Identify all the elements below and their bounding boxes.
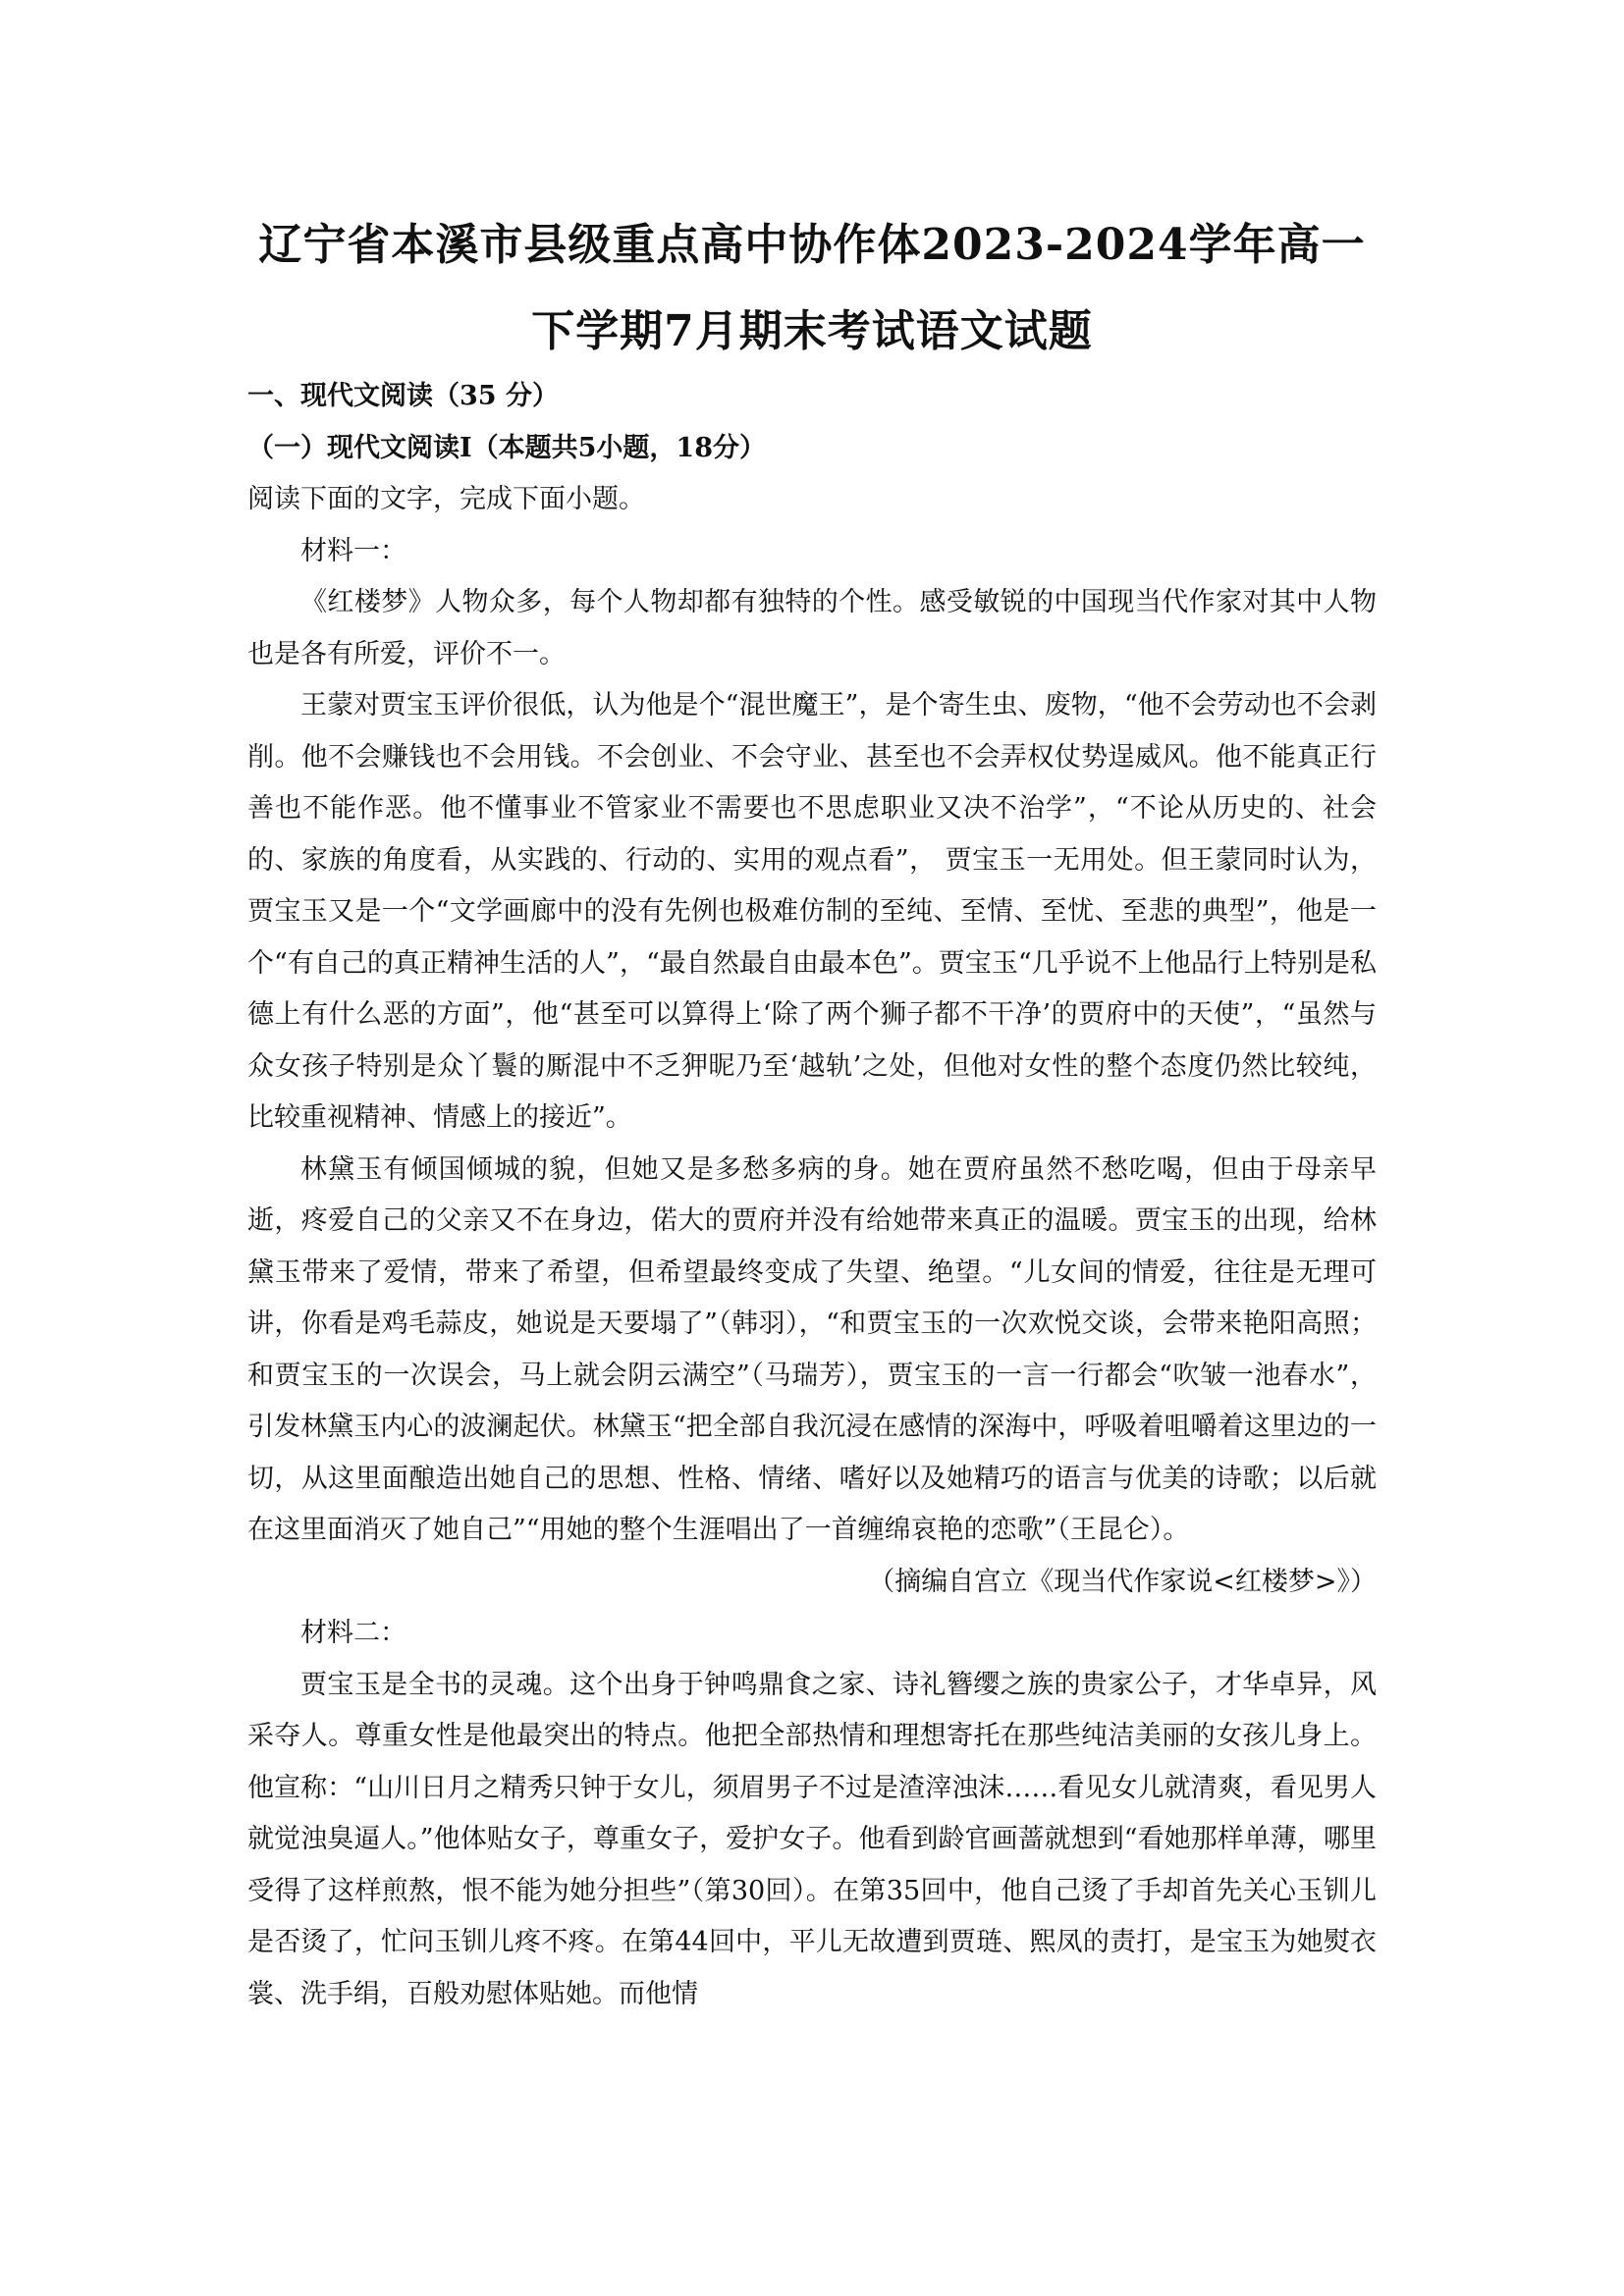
material-1-paragraph-2: 王蒙对贾宝玉评价很低，认为他是个“混世魔王”，是个寄生虫、废物，“他不会劳动也不会剥削。他不会赚钱也不会用钱。不会创业、不会守业、甚至也不会弄权仗势逞威风。他不能真正行善也不能作恶。他不懂事业不管家业不需要也不思虑职业又决不治学”，“不论从历史的、社会的、家族的角度看，从实践的、行动的、实用的观点看”， 贾宝玉一无用处。但王蒙同时认为，贾宝玉又是一个“文学画廊中的没有先例也极难仿制的至纯、至情、至忧、至悲的典型”，他是一个“有自己的真正精神生活的人”，“最自然最自由最本色”。贾宝玉“几乎说不上他品行上特别是私德上有什么恶的方面”，他“甚至可以算得上‘除了两个狮子都不干净’的贾府中的天使”，“虽然与众女孩子特别是众丫鬟的厮混中不乏狎昵乃至‘越轨’之处，但他对女性的整个态度仍然比较纯，比较重视精神、情感上的接近”。	[247, 690, 1377, 1133]
exam-title-line-1: 辽宁省本溪市县级重点高中协作体2023-2024学年高一	[258, 220, 1366, 270]
exam-title-line-2: 下学期7月期末考试语文试题	[531, 306, 1093, 356]
exam-body	[247, 371, 1377, 2020]
subsection-heading: （一）现代文阅读Ⅰ（本题共5小题，18分）	[247, 432, 766, 463]
exam-page	[247, 0, 1377, 2296]
material-2-paragraph-1: 贾宝玉是全书的灵魂。这个出身于钟鸣鼎食之家、诗礼簪缨之族的贵家公子，才华卓异，风采夺人。尊重女性是他最突出的特点。他把全部热情和理想寄托在那些纯洁美丽的女孩儿身上。他宣称：“山川日月之精秀只钟于女儿，须眉男子不过是渣滓浊沫……看见女儿就清爽，看见男人就觉浊臭逼人。”他体贴女子，尊重女子，爱护女子。他看到龄官画蔷就想到“看她那样单薄，哪里受得了这样煎熬，恨不能为她分担些”（第30回）。在第35回中，他自己烫了手却首先关心玉钏儿是否烫了，忙问玉钏儿疼不疼。在第44回中，平儿无故遭到贾琏、熙凤的责打，是宝玉为她熨衣裳、洗手绢，百般劝慰体贴她。而他情	[247, 1669, 1377, 2009]
material-1-source: （摘编自宫立《现当代作家说<红楼梦>》）	[868, 1566, 1377, 1597]
material-1-paragraph-1: 《红楼梦》人物众多，每个人物却都有独特的个性。感受敏锐的中国现当代作家对其中人物也是各有所爱，评价不一。	[247, 587, 1377, 669]
material-1-paragraph-3: 林黛玉有倾国倾城的貌，但她又是多愁多病的身。她在贾府虽然不愁吃喝，但由于母亲早逝，疼爱自己的父亲又不在身边，偌大的贾府并没有给她带来真正的温暖。贾宝玉的出现，给林黛玉带来了爱情，带来了希望，但希望最终变成了失望、绝望。“儿女间的情爱，往往是无理可讲，你看是鸡毛蒜皮，她说是天要塌了”（韩羽），“和贾宝玉的一次欢悦交谈，会带来艳阳高照；和贾宝玉的一次误会，马上就会阴云满空”（马瑞芳），贾宝玉的一言一行都会“吹皱一池春水”， 引发林黛玉内心的波澜起伏。林黛玉“把全部自我沉浸在感情的深海中，呼吸着咀嚼着这里边的一切，从这里面酿造出她自己的思想、性格、情绪、嗜好以及她精巧的语言与优美的诗歌；以后就在这里面消灭了她自己”“用她的整个生涯唱出了一首缠绵哀艳的恋歌”（王昆仑）。	[247, 1153, 1377, 1545]
material-1-label: 材料一：	[300, 535, 406, 566]
reading-instruction: 阅读下面的文字，完成下面小题。	[247, 484, 645, 514]
material-2-label: 材料二：	[300, 1618, 406, 1648]
section-heading: 一、现代文阅读（35 分）	[247, 381, 559, 411]
